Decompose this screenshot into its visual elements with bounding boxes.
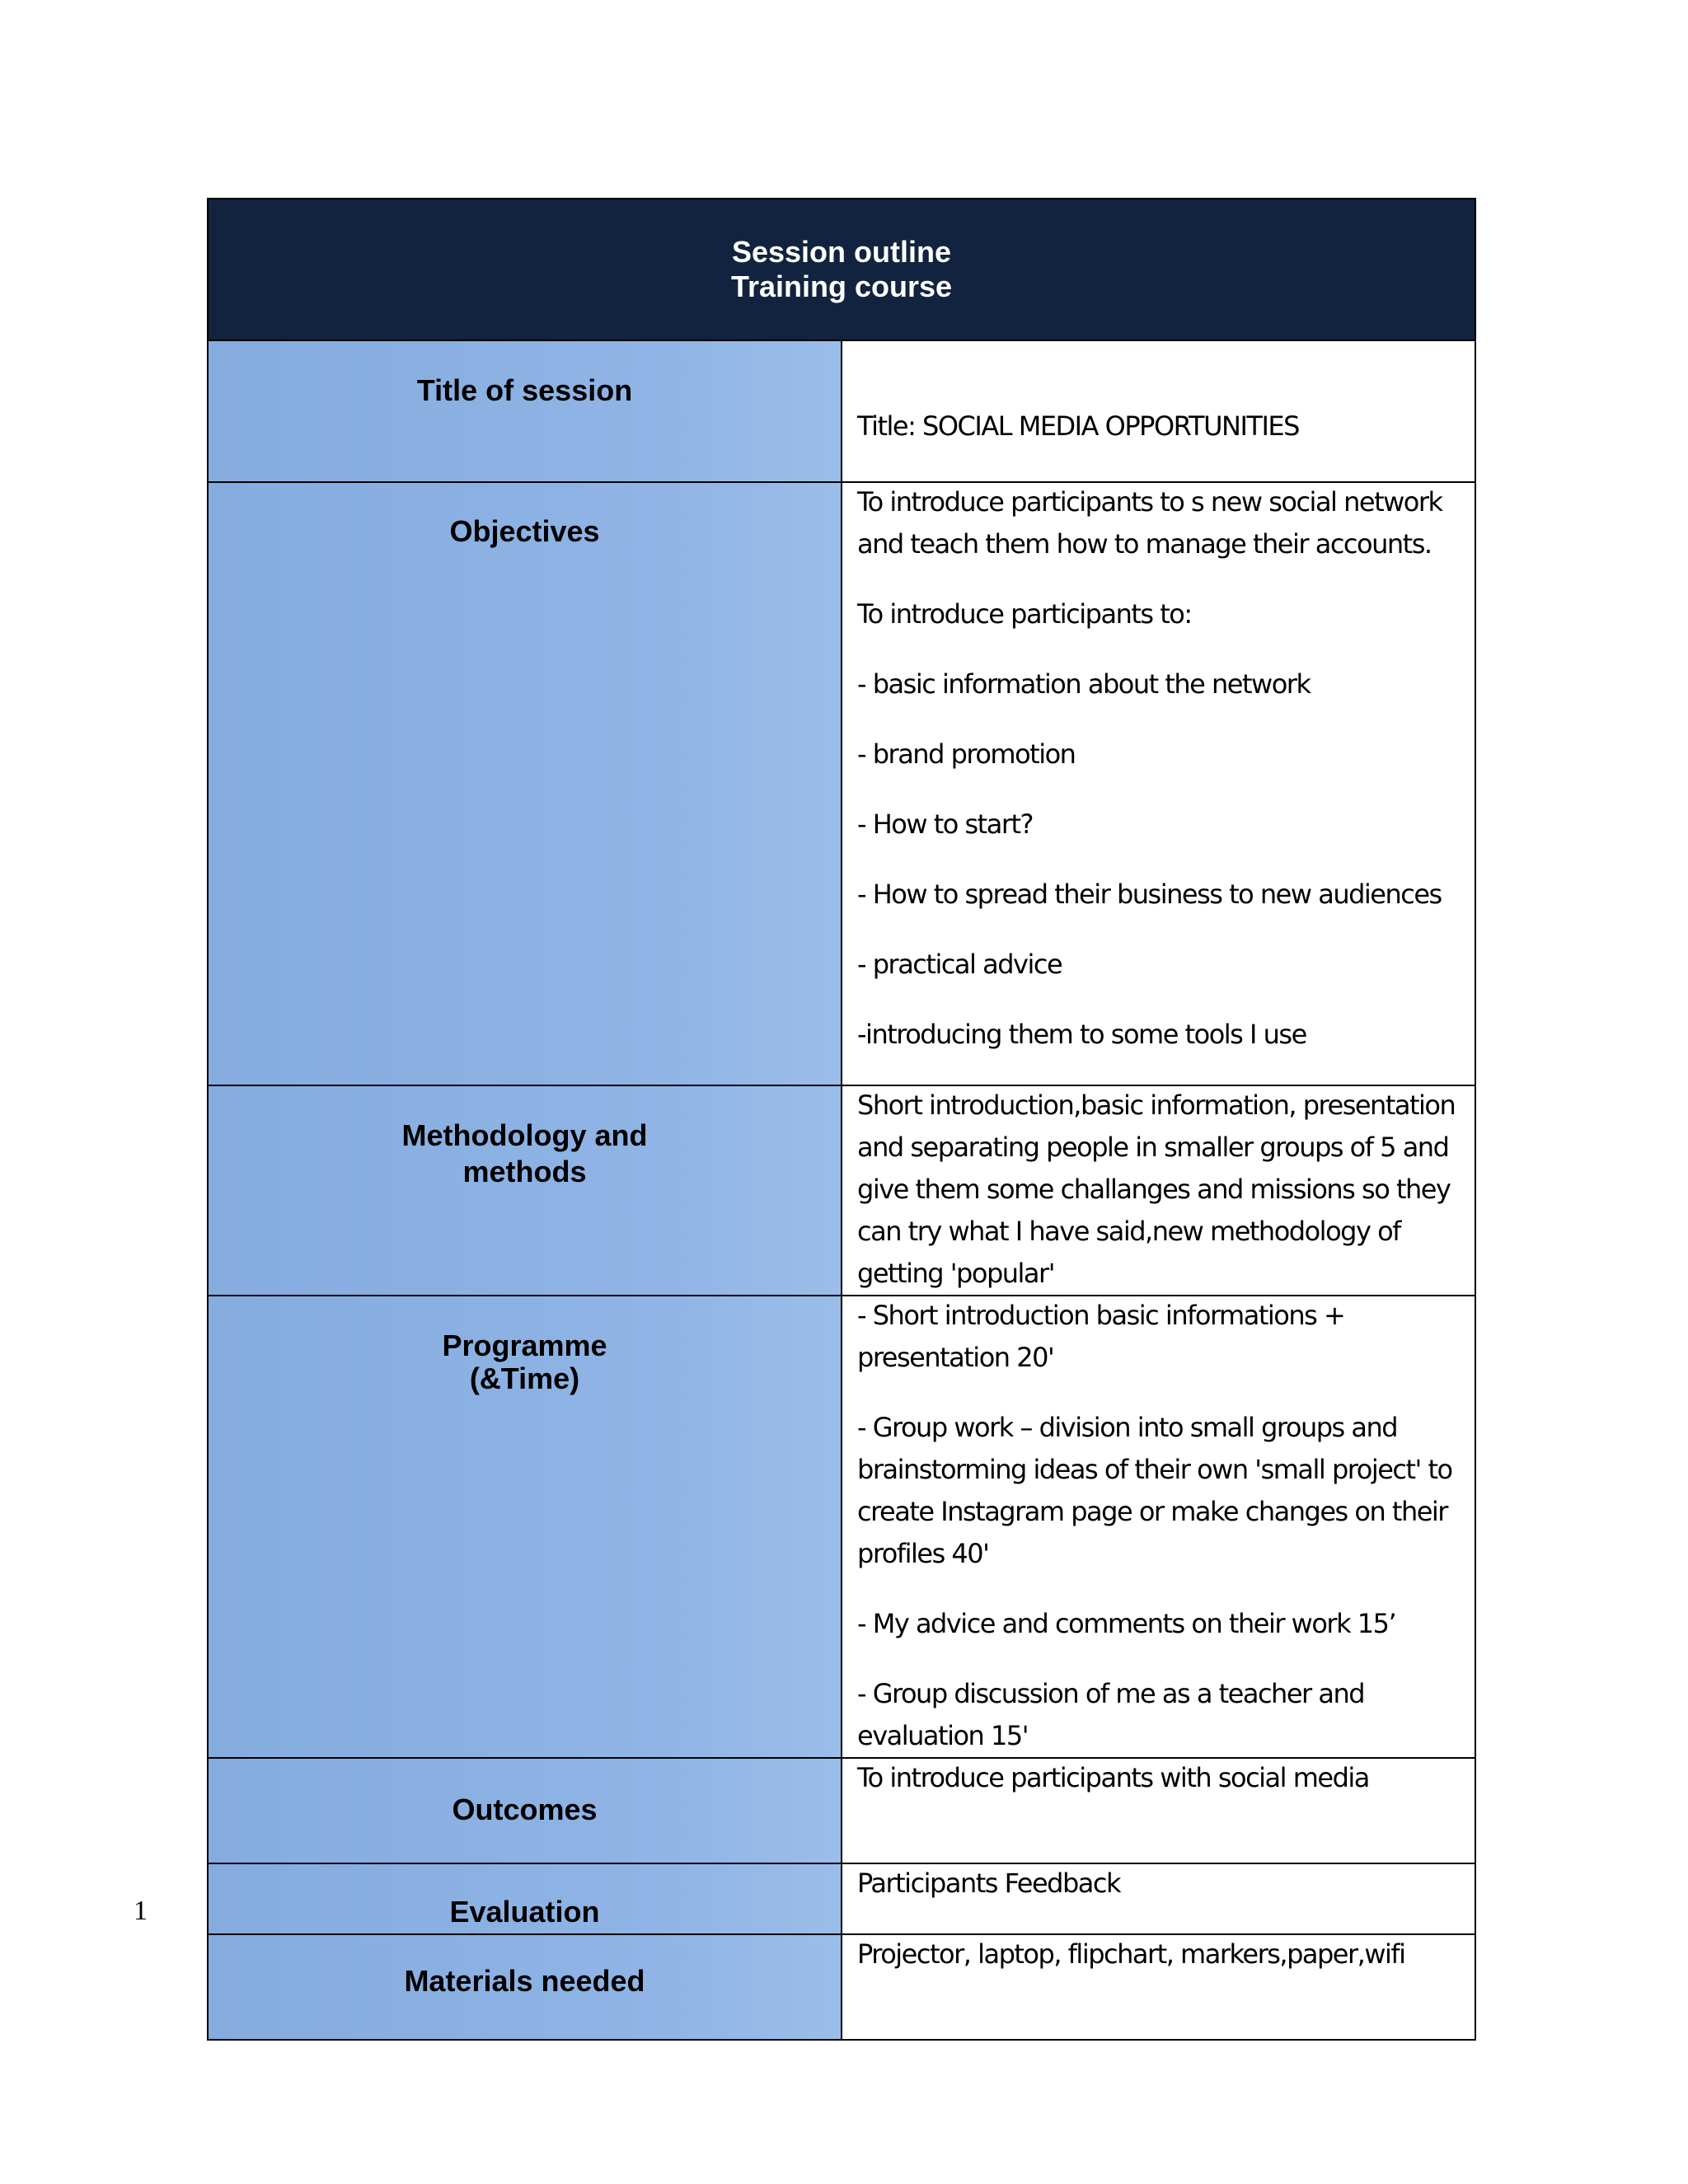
title-row [208, 340, 1475, 482]
materials-label: Materials needed [404, 1964, 645, 1998]
evaluation-label-cell [208, 1863, 842, 1934]
objectives-label-cell [208, 482, 842, 1085]
programme-label-line2: (&Time) [469, 1361, 580, 1395]
outcomes-row [208, 1758, 1475, 1863]
materials-row [208, 1934, 1475, 2040]
evaluation-row [208, 1863, 1475, 1934]
objectives-line: - How to spread their business to new audiences [857, 879, 1442, 910]
objectives-label: Objectives [449, 514, 600, 548]
objectives-line: To introduce participants to: [857, 598, 1192, 630]
materials-text: Projector, laptop, flipchart, markers,paper,wifi [857, 1938, 1405, 1970]
title-label: Title of session [416, 373, 633, 407]
materials-label-cell [208, 1934, 842, 2040]
evaluation-text: Participants Feedback [857, 1868, 1121, 1899]
programme-line: - Group discussion of me as a teacher and evaluation 15' [857, 1678, 1365, 1751]
programme-line: - My advice and comments on their work 15’ [857, 1608, 1396, 1639]
objectives-line: -introducing them to some tools I use [857, 1019, 1306, 1050]
evaluation-content-cell [842, 1863, 1475, 1934]
materials-content-cell [842, 1934, 1475, 2040]
header-title: Session outline [731, 235, 952, 269]
methodology-label-line1: Methodology and [401, 1118, 648, 1152]
programme-row [208, 1296, 1475, 1758]
page-number: 1 [134, 1896, 148, 1926]
objectives-line: - practical advice [857, 949, 1062, 980]
outcomes-text: To introduce participants with social media [857, 1762, 1369, 1793]
table-header-row [208, 199, 1475, 340]
title-label-cell [208, 340, 842, 482]
evaluation-label: Evaluation [449, 1895, 600, 1929]
outcomes-label: Outcomes [452, 1793, 598, 1826]
header-subtitle: Training course [730, 269, 953, 303]
objectives-row [208, 482, 1475, 1085]
methodology-label-cell [208, 1085, 842, 1296]
objectives-line: - How to start? [857, 808, 1034, 840]
outcomes-label-cell [208, 1758, 842, 1863]
programme-line: - Short introduction basic informations + presentation 20' [857, 1300, 1345, 1373]
objectives-line: - brand promotion [857, 738, 1076, 770]
objectives-line: To introduce participants to s new social network and teach them how to manage their accounts. [857, 486, 1442, 560]
objectives-content-cell [842, 482, 1475, 1085]
title-text: Title: SOCIAL MEDIA OPPORTUNITIES [857, 410, 1299, 442]
methodology-content-cell [842, 1085, 1475, 1296]
title-content-cell [842, 340, 1475, 482]
objectives-line: - basic information about the network [857, 668, 1311, 700]
programme-label-line1: Programme [442, 1329, 607, 1362]
programme-content-cell [842, 1296, 1475, 1758]
session-outline-table [207, 198, 1476, 2041]
methodology-text: Short introduction,basic information, presentation and separating people in smaller groups of 5 and give them some challanges and missions so they can try what I have said,new methodology of getting 'popular' [857, 1090, 1456, 1289]
table-header [208, 199, 1475, 340]
programme-line: - Group work – division into small groups and brainstorming ideas of their own 'small project' to create Instagram page or make changes on their profiles 40' [857, 1412, 1452, 1569]
methodology-label-line2: methods [462, 1155, 587, 1188]
outcomes-content-cell [842, 1758, 1475, 1863]
methodology-row [208, 1085, 1475, 1296]
programme-label-cell [208, 1296, 842, 1758]
